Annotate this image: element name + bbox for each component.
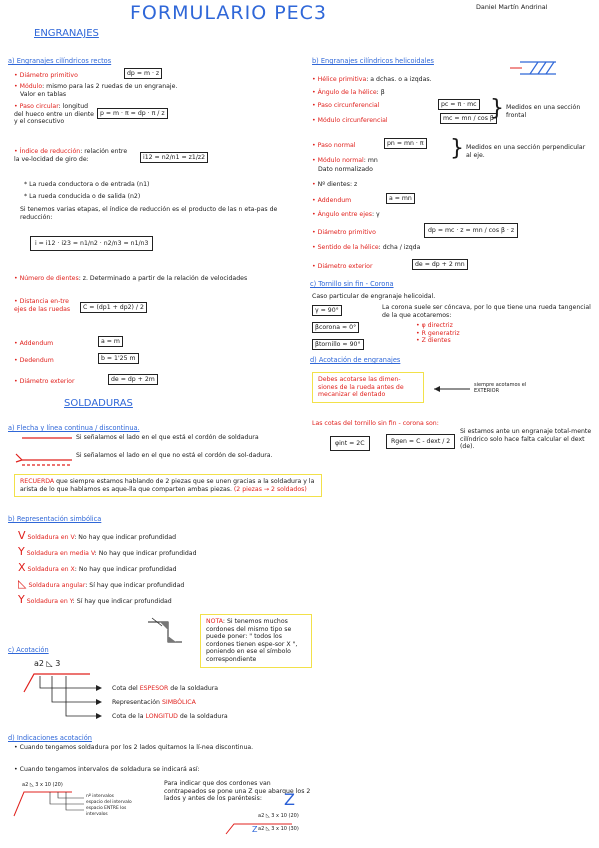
leg-text: Cota de la [112,713,146,720]
simbolo-row [18,530,197,546]
nota-tag: NOTA [206,618,223,625]
modnormal-text: : mn [363,157,378,164]
addendum-b-row [312,197,351,204]
sentido-text: : dcha / izqda [378,244,421,251]
leg-text: de la soldadura [177,713,228,720]
corona-item-text: φ directriz [421,322,453,329]
page-title: FORMULARIO PEC3 [130,2,328,24]
helice-row [312,76,432,83]
representacion-heading: b) Representación simbólica [8,515,102,523]
bullet-dot-icon: • [14,357,20,364]
distancia-label: Distancia en-tre ejes de las ruedas [14,298,71,313]
svg-text:Z: Z [252,825,258,834]
leg-text: Representación [112,699,162,706]
corona-item-text: R generatriz [421,329,460,337]
acotacion-engranajes-heading: d) Acotación de engranajes [310,356,401,364]
bullet-dot-icon: • [312,157,318,164]
bullet-dot-icon: • [312,263,318,270]
leyenda-longitud [112,713,228,720]
indice-formula: i12 = n2/n1 = z1/z2 [140,152,208,163]
bullet-dot-icon: • [14,766,20,773]
indice-row [14,148,129,163]
dedendum-label: Dedendum [19,357,54,364]
simbolo-desc: : No hay que indicar profundidad [74,566,177,573]
addendum-b-formula: a = mn [386,193,415,204]
author-name: Daniel Martín Andrinal [476,3,548,11]
bullet-dot-icon: • [312,229,318,236]
leg-em: SIMBÓLICA [161,699,196,706]
bullet-dot-icon: • [312,117,318,124]
acotacion-diagram [20,668,120,718]
pasocirc-formula: pc = π · mc [438,99,480,110]
legend-item: espacio ENTRE los intervalos [86,806,127,817]
simbolo-row [18,546,197,562]
recuerda-tail: (2 piezas → 2 soldados) [233,485,307,493]
angulo-label: Ángulo de la hélice [317,89,377,96]
indice-label: Índice de reducción [19,148,81,155]
addendum-b-label: Addendum [317,197,352,204]
bullet-dot-icon: • [14,275,20,282]
paso-formula: p = m · π = dp · π / z [97,108,168,119]
modulo-text: : mismo para las 2 ruedas de un engranaje. [42,83,178,90]
modnormal-row [312,157,378,164]
helice-text: : a dchas. o a izqdas. [366,76,432,83]
num-dientes-row [14,275,294,283]
fillet-weld-sketch [146,616,186,646]
varias-etapas-formula: i = i12 · i23 = n1/n2 · n2/n3 = n1/n3 [30,236,153,251]
brace-icon: } [450,136,464,161]
angulo-row [312,89,385,96]
cotas-text [312,420,439,427]
z-symbol-icon: Z [284,790,295,809]
dprim-label: Diámetro primitivo [317,229,376,236]
addendum-formula: a = m [98,336,123,347]
simbolo-row [18,562,197,578]
bullet-dot-icon: • [312,142,318,149]
modcirc-label: Módulo circunferencial [317,117,388,124]
bullet-dot-icon: • [312,102,318,109]
pasocirc-label: Paso circunferencial [317,102,380,109]
zig-top: a2 ◺ 3 x 10 (20) [258,813,299,819]
paso-label: Paso circular [19,103,59,110]
diametro-primitivo-row [14,72,78,79]
bullet-dot-icon: • [312,181,318,188]
bullet-dot-icon: • [14,148,20,155]
recuerda-tag: RECUERDA [20,478,55,485]
simbolo-desc: : No hay que indicar profundidad [74,534,177,541]
pasocirc-row [312,102,379,109]
num-dientes-label: Número de dientes [19,275,79,282]
pasonormal-formula: pn = mn · π [384,138,427,149]
indicaciones-heading: d) Indicaciones acotación [8,734,92,742]
rueda-conductora-item [24,181,149,188]
corona-item: • R generatriz [416,329,460,337]
indicacion-line1 [14,744,304,752]
addendum-row [14,340,53,347]
exterior-note: siempre acotamos el EXTERIOR [474,382,527,394]
simbolo-desc: : Sí hay que indicar profundidad [72,598,172,605]
modulo-row [14,83,177,90]
helice-label: Hélice primitiva [317,76,367,83]
modcirc-formula: mc = mn / cos β [440,113,497,124]
rueda-conducida-item [24,193,140,200]
simbolo-row [18,594,197,610]
bullet-star-icon: * [24,193,30,200]
acotacion-symbol: a2 ◺ 3 [34,659,61,668]
bullet-dot-icon: • [14,72,20,79]
x-weld-icon: X [18,561,26,574]
frontal-note: Medidos en una sección frontal [506,104,581,119]
nota-text: : Si tenemos muchos cordones del mismo tipo se puede poner: " todos los cordones tienen espe-sor X ", poniendo en ese el símbolo correspondiente [206,618,298,663]
leg-text: de la soldadura [168,685,219,692]
indicacion-text: Cuando tengamos soldadura por los 2 lados quitamos la lí-nea discontinua. [19,744,254,751]
nota-box [200,614,312,668]
pasonormal-row [312,142,356,149]
half-v-weld-icon: Y [18,545,25,558]
angulo-text: : β [376,89,385,96]
intervalos-example: a2 ◺ 3 x 10 (20) [22,782,63,788]
bullet-dot-icon: • [14,298,20,305]
corona-list [416,322,460,345]
arrow-left-icon [432,384,472,394]
bullet-dot-icon: • [312,76,318,83]
tornillo-heading: c) Tornillo sin fin - Corona [310,280,394,288]
dext-b-row [312,263,373,270]
dedendum-formula: b = 1'25 m [98,353,139,364]
corona-text: La corona suele ser cóncava, por lo que tiene una rueda tangencial de la que acotaremos: [382,304,591,319]
cota-note: Si estamos ante un engranaje total-mente cilíndrico solo hace falta calcular el dext (de). [460,428,592,451]
corona-item: • Z dientes [416,337,451,345]
dext-formula: de = dp + 2m [108,374,158,385]
leg-em: LONGITUD [145,713,178,720]
indicacion-text: Cuando tengamos intervalos de soldadura se indicará así: [19,766,200,773]
zig-bot: a2 ◺ 3 x 10 (30) [258,826,299,832]
bullet-dot-icon: • [14,340,20,347]
recuerda-text: que siempre estamos hablando de 2 piezas que se unen gracias a la soldadura y la arista de lo que hablamos es aque-lla que comparten ambas piezas. [20,478,315,493]
simbolos-list [18,530,197,610]
diametro-label: Diámetro primitivo [19,72,78,79]
num-dientes-text: : z. Determinado a partir de la relación de velocidades [78,275,248,282]
leyenda-espesor [112,685,218,692]
bullet-dot-icon: • [14,378,20,385]
simbolo-name: Soldadura en Y [26,598,73,605]
dext-b-formula: de = dp + 2 mn [412,259,468,270]
v-weld-icon: V [18,529,26,542]
leg-text: Cota del [112,685,140,692]
dprim-row [312,229,376,236]
ndientes-text: : z [349,181,358,188]
soldaduras-title: SOLDADURAS [64,398,133,409]
leg-em: ESPESOR [139,685,169,692]
angejes-row [312,211,380,218]
dext-b-label: Diámetro exterior [317,263,373,270]
simbolo-name: Soldadura en X [27,566,75,573]
simbolo-name: Soldadura en V [27,534,75,541]
bullet-dot-icon: • [312,197,318,204]
bcorona-value: βcorona ≈ 0° [312,322,359,333]
brace-icon: } [490,96,504,121]
acotar-box: Debes acotarse las dimen-siones de la rueda antes de mecanizar el dentado [312,372,424,403]
addendum-label: Addendum [19,340,54,347]
modnormal-label: Módulo normal [317,157,364,164]
corona-item: • φ directriz [416,322,453,329]
modulo-text-2: Valor en tablas [20,91,67,98]
leyenda-simbolica [112,699,196,706]
sentido-label: Sentido de la hélice [317,244,379,251]
dext-label: Diámetro exterior [19,378,75,385]
paso-text: : longitud del hueco entre un diente y el consecutivo [14,103,94,126]
bullet-star-icon: * [24,181,30,188]
helicoidales-heading: b) Engranajes cilíndricos helicoidales [312,57,434,65]
paso-circular-row [14,103,94,126]
bullet-dot-icon: • [14,83,20,90]
intervalos-diagram [10,786,90,826]
distancia-ejes-label [14,298,74,313]
acotacion-heading: c) Acotación [8,646,49,654]
sentido-row [312,244,432,252]
bullet-dot-icon: • [14,744,20,751]
ndientes-row [312,181,357,188]
bullet-dot-icon: • [312,89,318,96]
recuerda-box [14,474,322,497]
y-weld-icon: Y [18,593,25,606]
tornillo-text: Caso particular de engranaje helicoidal. [312,293,436,300]
dedendum-row [14,357,54,364]
legend-item: nº intervalos [86,794,114,799]
gamma-value: γ = 90° [312,305,342,316]
pasonormal-label: Paso normal [317,142,356,149]
rueda-conducida-text: La rueda conducida o de salida (n2) [29,193,141,200]
cota-rgen: Rgen = C - dext / 2 [386,434,455,449]
angejes-label: Ángulo entre ejes [317,211,372,218]
simbolo-row [18,578,197,594]
bullet-dot-icon: • [14,103,20,110]
distancia-formula: C = (dp1 + dp2) / 2 [80,302,147,313]
perp-note: Medidos en una sección perpendicular al eje. [466,144,586,159]
dprim-formula: dp = mc · z = mn / cos β · z [424,223,518,238]
intervalos-legend [86,794,146,818]
helical-gear-sketch-icon [520,58,560,78]
cotas-label: Las cotas del tornillo sin fin - corona son: [312,420,439,427]
flecha-line2: Si señalamos el lado en el que no está el cordón de sol-dadura. [76,452,273,459]
engranajes-title: ENGRANAJES [34,28,99,39]
indicacion-line2 [14,766,314,774]
fillet-weld-icon: ◺ [18,577,27,590]
flecha-linea-diagram [14,432,74,468]
corona-item-text: Z dientes [421,337,451,345]
diametro-formula: dp = m · z [124,68,162,79]
cota-phi: φint = 2C [330,436,370,451]
simbolo-name: Soldadura angular [28,582,86,589]
modulo-label: Módulo [19,83,43,90]
btornillo-value: βtornillo ≈ 90° [312,339,364,350]
ndientes-label: Nº dientes [317,181,350,188]
bullet-dot-icon: • [312,211,318,218]
rueda-conductora-text: La rueda conductora o de entrada (n1) [29,181,150,188]
modnormal-text-2: Dato normalizado [318,166,373,173]
flecha-linea-heading: a) Flecha y línea continua / discontinua. [8,424,140,432]
engranajes-rectos-heading: a) Engranajes cilíndricos rectos [8,57,112,65]
varias-etapas-text: Si tenemos varias etapas, el índice de reducción es el producto de las n eta-pas de reducción: [20,206,278,221]
contrapeados-text: Para indicar que dos cordones van contrapeados se pone una Z que abarque los 2 lados y antes de los paréntesis: [164,780,311,803]
simbolo-name: Soldadura en media V [26,550,95,557]
flecha-line1: Si señalamos el lado en el que está el cordón de soldadura [76,434,259,441]
simbolo-desc: : No hay que indicar profundidad [94,550,197,557]
modcirc-row [312,117,388,124]
dext-row [14,378,75,385]
bullet-dot-icon: • [312,244,318,251]
indice-text: : relación entre la ve-locidad de giro de: [14,148,128,163]
angejes-text: : γ [372,211,380,218]
simbolo-desc: : Sí hay que indicar profundidad [85,582,185,589]
legend-item: espacio del intervalo [86,800,132,805]
